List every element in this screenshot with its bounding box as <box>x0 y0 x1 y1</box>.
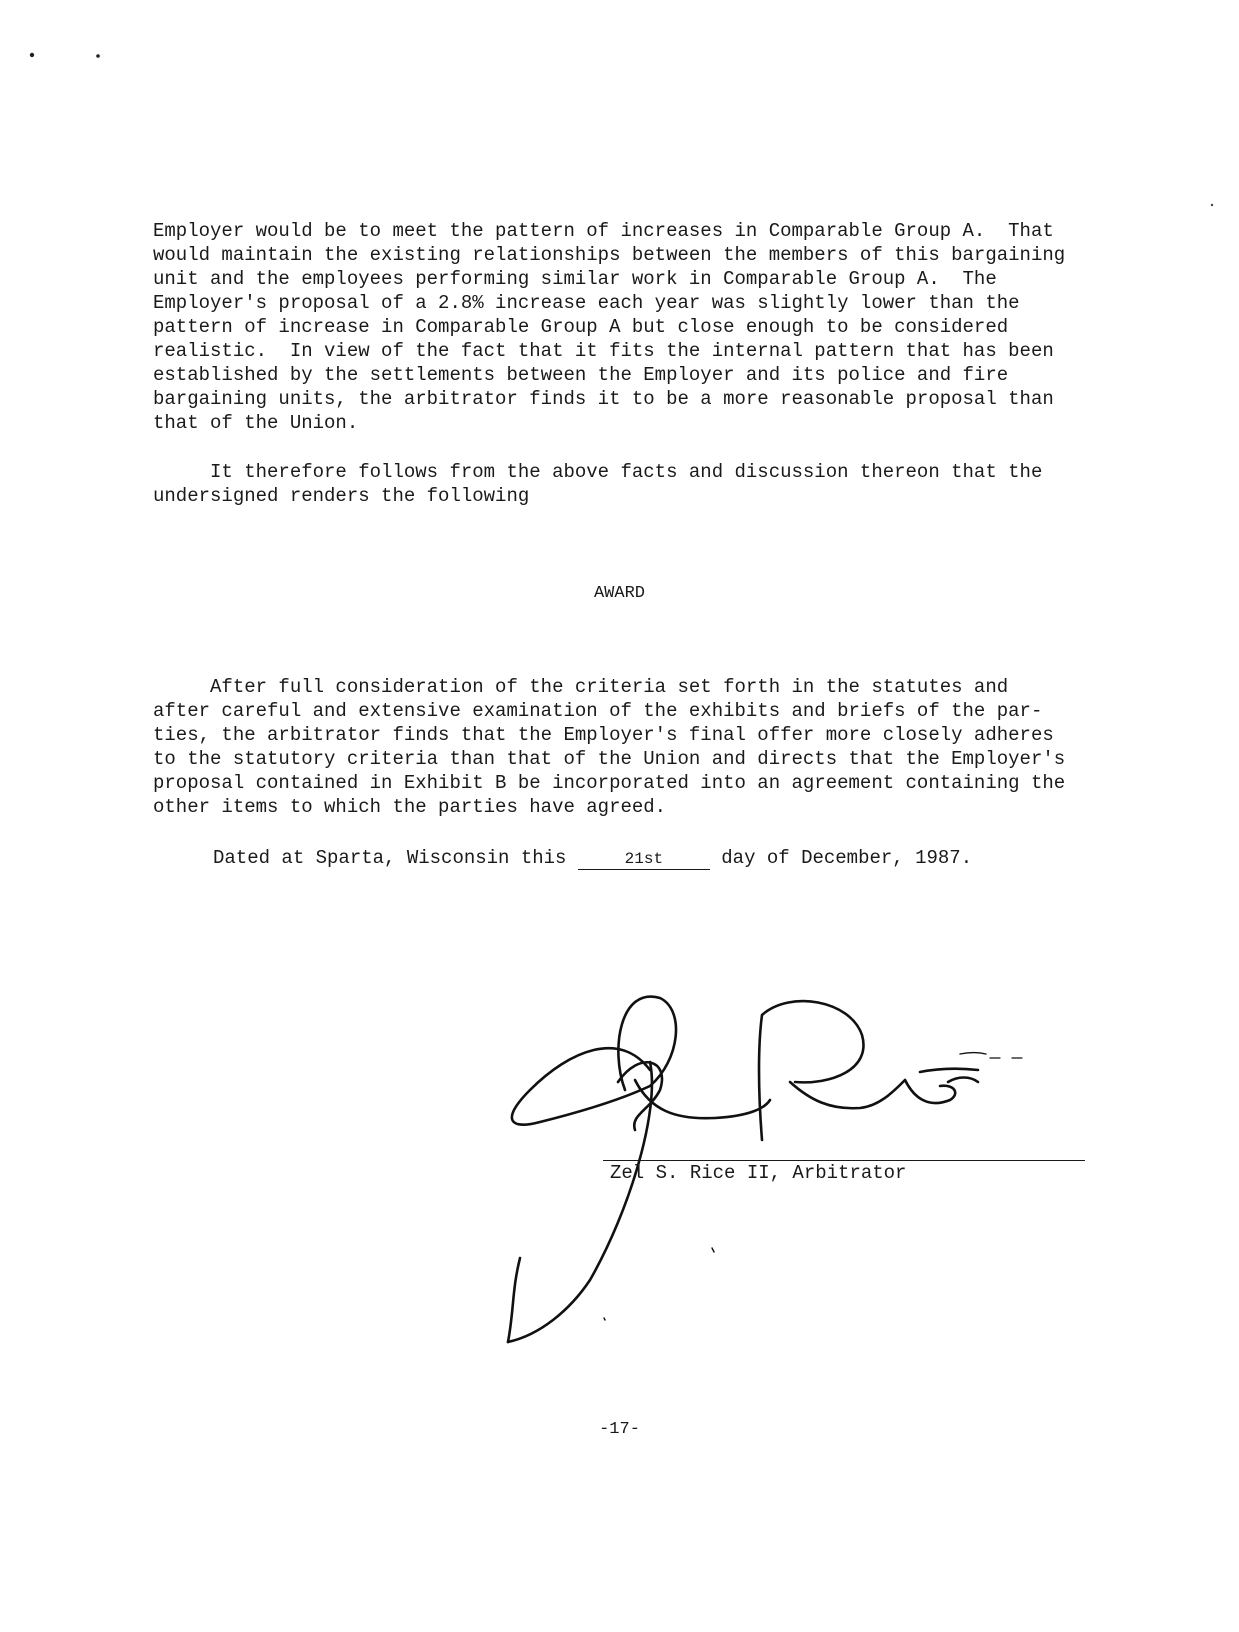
dated-prefix: Dated at Sparta, Wisconsin this <box>213 847 578 869</box>
paragraph-line: would maintain the existing relationships between the members of this bargaining <box>153 244 1066 266</box>
paragraph-line: bargaining units, the arbitrator finds it to be a more reasonable proposal than <box>153 388 1054 410</box>
page-number: -17- <box>599 1420 640 1439</box>
dated-day-value: 21st <box>578 849 710 870</box>
paragraph-line: pattern of increase in Comparable Group A but close enough to be considered <box>153 316 1009 338</box>
paragraph-employer-proposal <box>153 219 1093 435</box>
paragraph-award <box>153 675 1093 819</box>
paragraph-line: Employer would be to meet the pattern of increases in Comparable Group A. That <box>153 220 1054 242</box>
paragraph-line: after careful and extensive examination of the exhibits and briefs of the par- <box>153 700 1043 722</box>
paragraph-line: established by the settlements between the Employer and its police and fire <box>153 364 1009 386</box>
paragraph-conclusion <box>153 460 1093 508</box>
arbitrator-name-title: Zel S. Rice II, Arbitrator <box>610 1162 907 1184</box>
dated-suffix: day of December, 1987. <box>709 847 973 869</box>
award-heading: AWARD <box>593 584 645 603</box>
paragraph-line: ties, the arbitrator finds that the Employer's final offer more closely adheres <box>153 724 1054 746</box>
paragraph-line: undersigned renders the following <box>153 485 530 507</box>
paragraph-line: that of the Union. <box>153 412 359 434</box>
dated-line <box>213 846 972 870</box>
paragraph-line: unit and the employees performing similar work in Comparable Group A. The <box>153 268 997 290</box>
paragraph-line: other items to which the parties have agreed. <box>153 796 667 818</box>
paragraph-line: to the statutory criteria than that of the Union and directs that the Employer's <box>153 748 1066 770</box>
paragraph-line: realistic. In view of the fact that it fits the internal pattern that has been <box>153 340 1054 362</box>
paragraph-line: Employer's proposal of a 2.8% increase each year was slightly lower than the <box>153 292 1020 314</box>
paragraph-line: It therefore follows from the above facts and discussion thereon that the <box>153 461 1043 483</box>
paragraph-line: After full consideration of the criteria set forth in the statutes and <box>153 676 1009 698</box>
paragraph-line: proposal contained in Exhibit B be incorporated into an agreement containing the <box>153 772 1066 794</box>
